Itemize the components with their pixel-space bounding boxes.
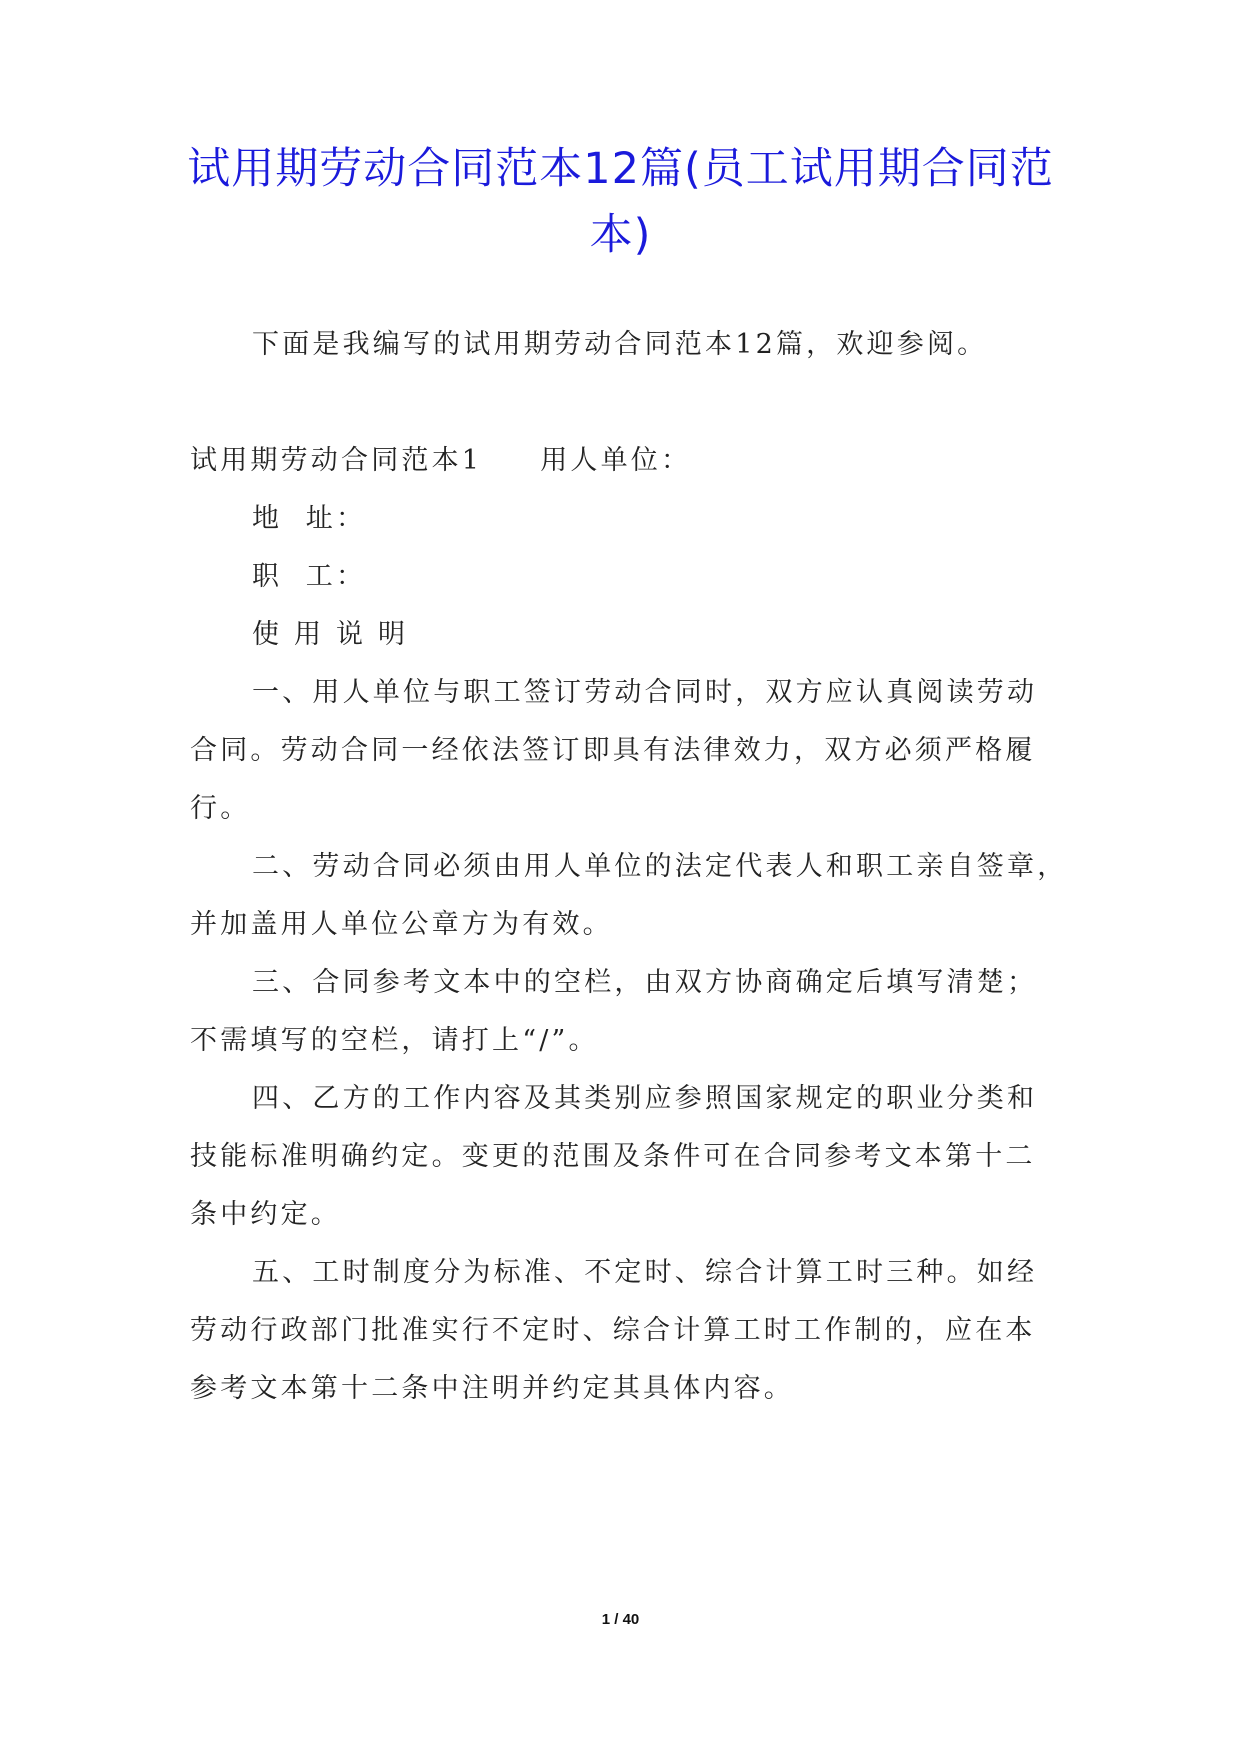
paragraph-5-line-2: 劳动行政部门批准实行不定时、综合计算工时工作制的，应在本 [190,1315,1036,1346]
paragraph-4-line-3: 条中约定。 [190,1199,341,1230]
employer-label: 用人单位： [540,445,692,476]
paragraph-1-line-1: 一、用人单位与职工签订劳动合同时，双方应认真阅读劳动 [252,677,1038,708]
page-indicator: 1 / 40 [601,1611,640,1628]
paragraph-1-line-3: 行。 [190,793,251,824]
paragraph-1-line-2: 合同。劳动合同一经依法签订即具有法律效力，双方必须严格履 [190,735,1036,766]
paragraph-4-line-1: 四、乙方的工作内容及其类别应参照国家规定的职业分类和 [252,1083,1038,1114]
paragraph-5-line-3: 参考文本第十二条中注明并约定其具体内容。 [190,1373,794,1404]
usage-heading: 使 用 说 明 [252,619,409,650]
section-heading: 试用期劳动合同范本1 [190,445,483,476]
intro-paragraph: 下面是我编写的试用期劳动合同范本12篇，欢迎参阅。 [252,329,988,360]
document-title: 试用期劳动合同范本12篇(员工试用期合同范本) [187,144,1054,260]
paragraph-3-line-2: 不需填写的空栏，请打上“/”。 [190,1025,599,1056]
address-label: 地 址： [252,503,367,534]
paragraph-2-line-1: 二、劳动合同必须由用人单位的法定代表人和职工亲自签章， [252,851,1068,882]
paragraph-4-line-2: 技能标准明确约定。变更的范围及条件可在合同参考文本第十二 [190,1141,1036,1172]
paragraph-5-line-1: 五、工时制度分为标准、不定时、综合计算工时三种。如经 [252,1257,1038,1288]
paragraph-3-line-1: 三、合同参考文本中的空栏，由双方协商确定后填写清楚； [252,967,1038,998]
employee-label: 职 工： [252,561,367,592]
section-heading-line [190,438,1050,477]
paragraph-2-line-2: 并加盖用人单位公章方为有效。 [190,909,613,940]
